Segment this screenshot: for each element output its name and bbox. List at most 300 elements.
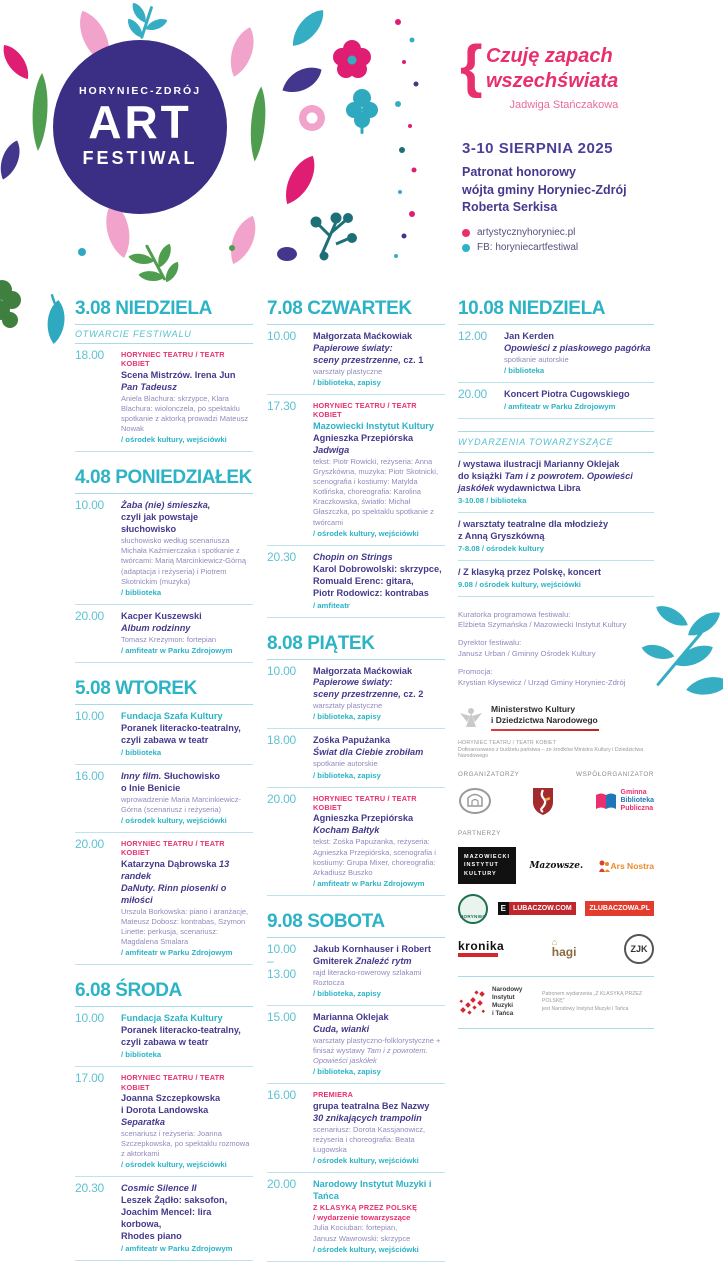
accompanying-event	[458, 453, 654, 513]
event-title: Poranek literacko-teatralny,	[121, 722, 241, 733]
event-title: Jakub Kornhauser i Robert	[313, 943, 431, 954]
accompanying-events-heading: WYDARZENIA TOWARZYSZĄCE	[458, 431, 654, 453]
event-time: 10.00	[267, 663, 297, 678]
credits-block	[458, 610, 654, 689]
event-title	[458, 483, 654, 495]
event-row	[267, 1173, 445, 1262]
ars-nostra-logo	[597, 859, 654, 873]
hagi-logo	[551, 937, 577, 959]
event-body	[313, 793, 445, 889]
event-title: Karol Dobrowolski: skrzypce,	[313, 563, 442, 574]
credit-label: Promocja:	[458, 666, 493, 676]
event-body	[313, 551, 445, 611]
event-tag: Z KLASYKĄ PRZEZ POLSKĘ	[313, 1203, 418, 1212]
day-note: OTWARCIE FESTIWALU	[75, 325, 253, 344]
event-venue: 3-10.08 / biblioteka	[458, 495, 527, 505]
credit-label: Kuratorka programowa festiwalu:	[458, 609, 571, 619]
txt-seg: i Dorota Landowska	[121, 1104, 209, 1115]
day-header: 4.08 PONIEDZIAŁEK	[75, 467, 253, 494]
event-venue: / ośrodek kultury, wejściówki	[121, 815, 227, 825]
schedule-column-2	[267, 298, 445, 1262]
event-row	[267, 1084, 445, 1173]
nimit-logo-icon	[458, 988, 486, 1016]
event-body	[504, 388, 654, 412]
lubaczow-label: LUBACZOW.COM	[509, 902, 576, 915]
event-title: Zośka Papużanka	[313, 735, 391, 746]
day-5-08	[75, 678, 253, 965]
event-time: 12.00	[458, 329, 488, 343]
event-body	[121, 710, 253, 758]
event-venue: / amfiteatr w Parku Zdrojowym	[313, 878, 425, 888]
credit-curator	[458, 610, 654, 632]
event-venue: / ośrodek kultury, wejściówki	[121, 435, 227, 445]
dates-block	[462, 140, 692, 217]
event-title: Kocham Bałtyk	[313, 825, 380, 836]
event-title: Agnieszka Przepiórska	[313, 813, 414, 824]
event-row	[75, 344, 253, 452]
schedule-column-3	[458, 298, 654, 1029]
txt-seg: wydawnictwa Libra	[494, 482, 581, 493]
event-title: Świat dla Ciebie zrobiłam	[313, 747, 424, 758]
event-row	[75, 833, 253, 965]
credit-value: Janusz Urban / Gminny Ośrodek Kultury	[458, 649, 596, 659]
event-title: Joachim Mencel: lira korbowa,	[121, 1207, 212, 1230]
event-detail: Tomasz Krezymon: fortepian	[121, 634, 217, 644]
event-title: Małgorzata Maćkowiak	[313, 665, 413, 676]
logo-location: HORYNIEC-ZDRÓJ	[78, 85, 202, 97]
txt-seg: cz. 1	[400, 354, 424, 365]
event-venue: / biblioteka	[504, 366, 545, 376]
mik-logo-line: KULTURY	[464, 870, 497, 877]
quote-block	[460, 34, 708, 111]
event-title: czyli zabawa w teatr	[121, 1037, 209, 1048]
ministry-name: i Dziedzictwa Narodowego	[491, 715, 598, 726]
event-title: Jan Kerden	[504, 331, 555, 341]
partner-logos-row-3	[458, 934, 654, 964]
event-body	[313, 1089, 445, 1166]
event-body	[313, 1011, 445, 1077]
event-title	[313, 689, 445, 701]
txt-seg: Gmiterek	[313, 955, 356, 966]
event-row	[267, 938, 445, 1006]
event-detail: tekst: Zośka Papużanka, reżyseria: Agnieszka Przepiórska, scenografia i kostiumy: Grupa Mixer, choreografia: Arkadiusz Buszko	[313, 837, 436, 877]
red-underline	[491, 729, 599, 732]
day-10-08	[458, 298, 654, 419]
event-detail: rajd literacko-rowerowy szlakami Roztocza	[313, 967, 422, 987]
event-title	[121, 1105, 253, 1129]
event-row	[267, 788, 445, 896]
gok-emblem-icon	[458, 786, 492, 816]
event-detail: Julia Kociuban: fortepian,	[313, 1223, 398, 1233]
event-venue: / ośrodek kultury, wejściówki	[313, 1244, 419, 1254]
event-venue: / amfiteatr w Parku Zdrojowym	[504, 401, 616, 411]
lubaczow-logo	[498, 902, 576, 915]
event-venue: / biblioteka, zapisy	[313, 989, 381, 999]
event-time: 20.00	[75, 608, 105, 623]
event-title: / Z klasyką przez Polskę, koncert	[458, 566, 601, 577]
event-row	[75, 1067, 253, 1177]
event-organizer: Narodowy Instytut Muzyki i Tańca	[313, 1179, 432, 1202]
accompanying-events	[458, 431, 654, 597]
event-row	[267, 395, 445, 546]
hagi-roof-icon: ⌂	[551, 937, 558, 948]
kronika-red-bar	[458, 953, 498, 957]
event-title: Papierowe światy:	[313, 342, 393, 353]
mik-logo-line: MAZOWIECKI	[464, 854, 511, 861]
partner-logos-row-1	[458, 847, 654, 884]
day-header: 5.08 WTOREK	[75, 678, 253, 705]
partner-logos-row-2	[458, 894, 654, 924]
ministry-name: Ministerstwo Kultury	[491, 704, 576, 715]
nimit-name-line: Muzyki	[492, 1002, 513, 1010]
event-venue: / biblioteka, zapisy	[313, 770, 381, 780]
patronage-line-1: Patronat honorowy	[462, 165, 576, 179]
nimit-name-line: i Tańca	[492, 1010, 514, 1018]
event-time: 10.00	[75, 708, 105, 723]
day-4-08	[75, 467, 253, 663]
event-title: 30 znikających trampolin	[313, 1112, 422, 1123]
event-venue: / biblioteka	[121, 1050, 162, 1060]
organizer-logos	[458, 786, 654, 816]
event-detail: scenariusz i reżyseria: Joanna Szczepkowska, po spektaklu rozmowa z aktorkami	[121, 1128, 250, 1159]
quote-author: Jadwiga Stańczakowa	[509, 99, 619, 111]
hagi-label: hagi	[551, 944, 577, 959]
event-organizer: Fundacja Szafa Kultury	[121, 1013, 223, 1024]
links-block	[462, 227, 578, 257]
logo-subtitle: FESTIWAL	[82, 148, 198, 168]
event-time: 20.00	[267, 791, 297, 806]
event-title: o Inie Benicie	[121, 782, 181, 793]
txt-seg: Katarzyna Dąbrowska	[121, 858, 220, 869]
grant-note-line2: Dofinansowano z budżetu państwa – ze środków Ministra Kultury i Dziedzictwa Narodowego	[458, 747, 644, 760]
credit-director	[458, 638, 654, 660]
accompanying-event	[458, 513, 654, 561]
event-title: Papierowe światy:	[313, 677, 393, 688]
quote-line-1: Czuję zapach	[486, 45, 613, 67]
event-title: Album rodzinny	[121, 622, 191, 633]
patronage-line-3: Roberta Serkisa	[462, 200, 558, 214]
library-logo	[595, 789, 654, 813]
txt-seg: cz. 2	[400, 689, 424, 700]
event-time: 20.00	[75, 836, 105, 851]
event-tag: PREMIERA	[313, 1090, 354, 1100]
festival-dates: 3-10 SIERPNIA 2025	[462, 140, 614, 157]
event-venue: / ośrodek kultury, wejściówki	[313, 1156, 419, 1166]
event-title: Małgorzata Maćkowiak	[313, 331, 413, 341]
event-row	[267, 729, 445, 787]
event-title: czyli jak powstaje słuchowisko	[121, 512, 199, 535]
schedule-column-1	[75, 298, 253, 1261]
partners-caption: PARTNERZY	[458, 830, 501, 838]
event-body	[121, 499, 253, 597]
event-time: 16.00	[267, 1088, 297, 1103]
txt-seg: jaskółek	[458, 482, 495, 493]
event-time: 20.30	[267, 549, 297, 564]
event-title	[458, 471, 654, 483]
ars-nostra-label: Ars Nostra	[610, 860, 654, 871]
event-time: 10.00	[75, 1011, 105, 1026]
event-organizer: Mazowiecki Instytut Kultury	[313, 420, 434, 431]
event-detail: Urszula Borkowska: piano i aranżacje, Mateusz Dobosz: kontrabas, Szymon Linette: perkusja, scenariusz: Magdalena Smalara	[121, 906, 249, 947]
event-time: 10.00	[75, 498, 105, 513]
event-detail	[313, 1036, 445, 1066]
day-7-08	[267, 298, 445, 618]
event-body	[313, 1178, 445, 1255]
event-time-start: 10.00	[267, 941, 297, 956]
zjk-logo: ZJK	[624, 934, 654, 964]
organizers-caption: ORGANIZATORZY	[458, 771, 520, 779]
event-title: Poranek literacko-teatralny,	[121, 1025, 241, 1036]
event-title: / warsztaty teatralne dla młodzieży	[458, 518, 609, 529]
event-body	[121, 1182, 253, 1254]
facebook-label: FB: horyniecartfestiwal	[477, 242, 579, 253]
coat-of-arms-icon	[531, 786, 555, 816]
event-body	[121, 349, 253, 445]
event-venue: 9.08 / ośrodek kultury, wejściówki	[458, 579, 581, 589]
event-title	[313, 355, 445, 367]
event-title: Opowieści z piaskowego pagórka	[504, 342, 651, 353]
event-tag: HORYNIEC TEATRU / TEATR KOBIET	[121, 1073, 225, 1092]
event-side-note: / wydarzenie towarzyszące	[313, 1213, 411, 1223]
event-body	[504, 330, 654, 376]
event-title: Pan Tadeusz	[121, 381, 177, 392]
event-title: / wystawa ilustracji Marianny Oklejak	[458, 458, 620, 469]
event-detail: warsztaty plastyczne	[313, 366, 383, 376]
event-time: 17.30	[267, 398, 297, 413]
event-venue: 7-8.08 / ośrodek kultury	[458, 543, 544, 553]
event-venue: / ośrodek kultury, wejściówki	[121, 1160, 227, 1170]
event-title: Scena Mistrzów. Irena Jun	[121, 369, 236, 380]
event-title: Piotr Rodowicz: kontrabas	[313, 587, 429, 598]
event-body	[313, 734, 445, 780]
event-time: 20.00	[267, 1177, 297, 1192]
event-body	[121, 610, 253, 656]
event-title: grupa teatralna Bez Nazwy	[313, 1100, 430, 1111]
day-header: 9.08 SOBOTA	[267, 911, 445, 938]
event-title	[313, 956, 445, 968]
library-name-line: Publiczna	[620, 805, 654, 813]
ministry-logo-block	[458, 704, 654, 731]
txt-seg: 13 randek	[121, 858, 230, 881]
event-detail: wprowadzenie Maria Marcinkiewicz-Górna (scenariusz i reżyseria)	[121, 794, 242, 814]
event-title: Rhodes piano	[121, 1231, 182, 1242]
mazowsze-logo: Mazowsze.	[529, 860, 584, 871]
event-row	[75, 705, 253, 765]
nimit-note-line: jest Narodowy Instytut Muzyki i Tańca	[542, 1006, 629, 1013]
website-link	[462, 227, 578, 238]
credit-label: Dyrektor festiwalu:	[458, 638, 522, 648]
website-label: artystycznyhoryniec.pl	[477, 227, 576, 238]
nimit-note	[542, 991, 654, 1014]
event-time: 20.30	[75, 1181, 105, 1196]
coorganizer-caption: WSPÓŁORGANIZATOR	[576, 771, 654, 779]
kronika-logo	[458, 940, 504, 957]
day-8-08	[267, 633, 445, 896]
nimit-name	[492, 986, 532, 1019]
day-9-08	[267, 911, 445, 1262]
txt-seg: Jadwiga	[313, 444, 350, 455]
event-body	[313, 330, 445, 388]
lubaczow-e: E	[498, 902, 509, 915]
event-body	[121, 838, 253, 958]
event-time: 10.00	[267, 329, 297, 343]
day-6-08	[75, 980, 253, 1261]
txt-seg: Słuchowisko	[161, 770, 221, 781]
event-venue: / amfiteatr	[313, 600, 350, 610]
event-time: 18.00	[267, 733, 297, 748]
pink-bullet-icon	[462, 229, 470, 237]
quote-line-2: wszechświata	[486, 70, 619, 92]
nimit-name-line: Narodowy	[492, 985, 523, 993]
event-venue: / biblioteka, zapisy	[313, 1067, 381, 1077]
event-tag: HORYNIEC TEATRU / TEATR KOBIET	[121, 838, 225, 858]
day-3-08	[75, 298, 253, 452]
patronage	[462, 164, 692, 217]
patronage-line-2: wójta gminy Horyniec-Zdrój	[462, 182, 627, 197]
event-title: Cuda, wianki	[313, 1024, 370, 1034]
event-title: Kacper Kuszewski	[121, 610, 202, 621]
event-title: czyli zabawa w teatr	[121, 734, 209, 745]
event-detail: Janusz Wawrowski: skrzypce	[313, 1233, 411, 1243]
nimit-note-line: Patronem wydarzenia „Z KLASYKĄ PRZEZ POLSKĘ”	[542, 990, 643, 1005]
horyniec-badge-logo: HORYNIEC	[458, 894, 488, 924]
txt-seg: Tam i z powrotem. Opowieści	[504, 470, 633, 481]
event-detail: warsztaty plastyczne	[313, 701, 383, 711]
kronika-label: kronika	[458, 939, 505, 954]
eagle-emblem-icon	[458, 705, 484, 731]
event-tag: HORYNIEC TEATRU / TEATR KOBIET	[313, 793, 417, 812]
library-name	[621, 789, 654, 813]
event-title: DaNuty. Rinn piosenki o miłości	[121, 882, 227, 905]
mik-logo	[458, 847, 516, 884]
festival-logo	[53, 40, 227, 214]
event-detail: scenariusz: Dorota Kassjanowicz, reżyseria i choreografia: Beata Ługowska	[313, 1124, 426, 1154]
brace-icon: {	[460, 34, 483, 99]
open-book-icon	[595, 791, 617, 811]
event-title: Leszek Żądło: saksofon,	[121, 1195, 228, 1206]
event-body	[313, 400, 445, 539]
event-row	[75, 765, 253, 833]
logo-title: ART	[88, 96, 192, 148]
event-title: Joanna Szczepkowska	[121, 1093, 221, 1104]
facebook-link	[462, 242, 578, 253]
day-header: 3.08 NIEDZIELA	[75, 298, 253, 325]
grant-note	[458, 740, 654, 759]
event-body	[121, 1012, 253, 1060]
event-detail: spotkanie autorskie	[504, 354, 569, 364]
event-time: 16.00	[75, 768, 105, 783]
txt-seg: warsztaty plastyczno-folklorystyczne + finisaż wystawy	[313, 1035, 441, 1056]
event-row	[75, 605, 253, 663]
time-range-dash: –	[267, 954, 274, 969]
event-detail: słuchowisko według scenariusza Michała Kaźmierczaka i spotkanie z twórcami: Marią Marcinkiewicz-Górną (adaptacja i reżyseria) i Piotrem Skotnickim (muzyka)	[121, 536, 247, 586]
event-title: Marianna Oklejak	[313, 1012, 389, 1023]
event-venue: / amfiteatr w Parku Zdrojowym	[121, 1244, 233, 1254]
event-row	[75, 1007, 253, 1067]
txt-seg: Inny film.	[121, 770, 162, 781]
ars-nostra-icon	[597, 859, 611, 873]
grant-note-line1: HORYNIEC TEATRU / TEATR KOBIET	[458, 740, 557, 747]
txt-seg: Agnieszka Przepiórska	[313, 432, 414, 443]
event-organizer: Fundacja Szafa Kultury	[121, 710, 223, 721]
event-time-range	[267, 943, 313, 999]
txt-seg: Tam i z powrotem. Opowieści jaskółek	[313, 1046, 428, 1066]
event-venue: / biblioteka, zapisy	[313, 712, 381, 722]
txt-seg: Znaleźć rytm	[355, 955, 412, 966]
day-header: 7.08 CZWARTEK	[267, 298, 445, 325]
txt-seg: do książki	[458, 470, 505, 481]
event-venue: / amfiteatr w Parku Zdrojowym	[121, 948, 233, 958]
event-body	[313, 943, 445, 999]
ministry-text	[491, 704, 599, 731]
event-title: z Anną Gryszkówną	[458, 530, 545, 541]
event-title: Cosmic Silence II	[121, 1183, 197, 1194]
quote-text	[486, 38, 618, 111]
event-title	[121, 771, 253, 783]
event-venue: / biblioteka	[121, 587, 162, 597]
event-title: Romuald Erenc: gitara,	[313, 575, 414, 586]
event-time: 15.00	[267, 1010, 297, 1025]
library-name-line: Gminna	[620, 789, 647, 797]
event-row	[267, 546, 445, 618]
library-name-line: Biblioteka	[620, 797, 654, 805]
mik-logo-line: INSTYTUT	[464, 862, 499, 869]
event-row	[267, 660, 445, 730]
credit-value: Elżbieta Szymańska / Mazowiecki Instytut Kultury	[458, 620, 627, 630]
event-title	[121, 859, 253, 883]
zlubaczowa-logo: ZLUBACZOWA.PL	[585, 901, 654, 916]
event-body	[313, 665, 445, 723]
event-title: Żaba (nie) śmieszka,	[121, 500, 211, 511]
event-time: 20.00	[458, 387, 488, 402]
day-header: 8.08 PIĄTEK	[267, 633, 445, 660]
event-venue: / ośrodek kultury, wejściówki	[313, 528, 419, 538]
event-venue: / biblioteka	[121, 747, 162, 757]
event-title	[313, 433, 445, 457]
leaf-branch-decoration-icon	[642, 594, 723, 706]
event-venue: / biblioteka, zapisy	[313, 377, 381, 387]
nimit-block	[458, 976, 654, 1029]
day-header: 10.08 NIEDZIELA	[458, 298, 654, 325]
teal-bullet-icon	[462, 244, 470, 252]
event-title: Chopin on Strings	[313, 551, 393, 562]
nimit-name-line: Instytut	[492, 994, 515, 1002]
event-time: 18.00	[75, 348, 105, 362]
txt-seg: sceny przestrzenne,	[313, 689, 401, 700]
event-row	[458, 383, 654, 419]
event-venue: / amfiteatr w Parku Zdrojowym	[121, 645, 233, 655]
event-body	[121, 1072, 253, 1170]
event-row	[75, 494, 253, 604]
logo-captions	[458, 771, 654, 778]
credit-value: Krystian Kłysewicz / Urząd Gminy Horyniec-Zdrój	[458, 677, 626, 687]
event-tag: HORYNIEC TEATRU / TEATR KOBIET	[121, 350, 225, 369]
event-row	[458, 325, 654, 383]
event-detail: tekst: Piotr Rowicki, reżyseria: Anna Gryszkówna, muzyka: Piotr Skotnicki, scenografia i kostiumy: Matylda Kotlińska, choreografia: Karolina Kraczkowska, światło: Michał Głaszczka, po spektaklu spotkanie z twórcami	[313, 456, 439, 527]
event-detail: spotkanie autorskie	[313, 759, 378, 769]
event-row	[267, 325, 445, 395]
event-time-end: 13.00	[267, 967, 297, 982]
event-time: 17.00	[75, 1071, 105, 1086]
txt-seg: sceny przestrzenne,	[313, 354, 401, 365]
event-tag: HORYNIEC TEATRU / TEATR KOBIET	[313, 400, 417, 420]
event-row	[75, 1177, 253, 1261]
event-row	[267, 1006, 445, 1084]
event-body	[121, 770, 253, 826]
event-detail: Aniela Blachura: skrzypce, Klara Blachura: wiolonczela, po spektaklu spotkanie z aktorką prowadzi Mateusz Nowak	[121, 393, 249, 434]
day-header: 6.08 ŚRODA	[75, 980, 253, 1007]
credit-promotion	[458, 667, 654, 689]
